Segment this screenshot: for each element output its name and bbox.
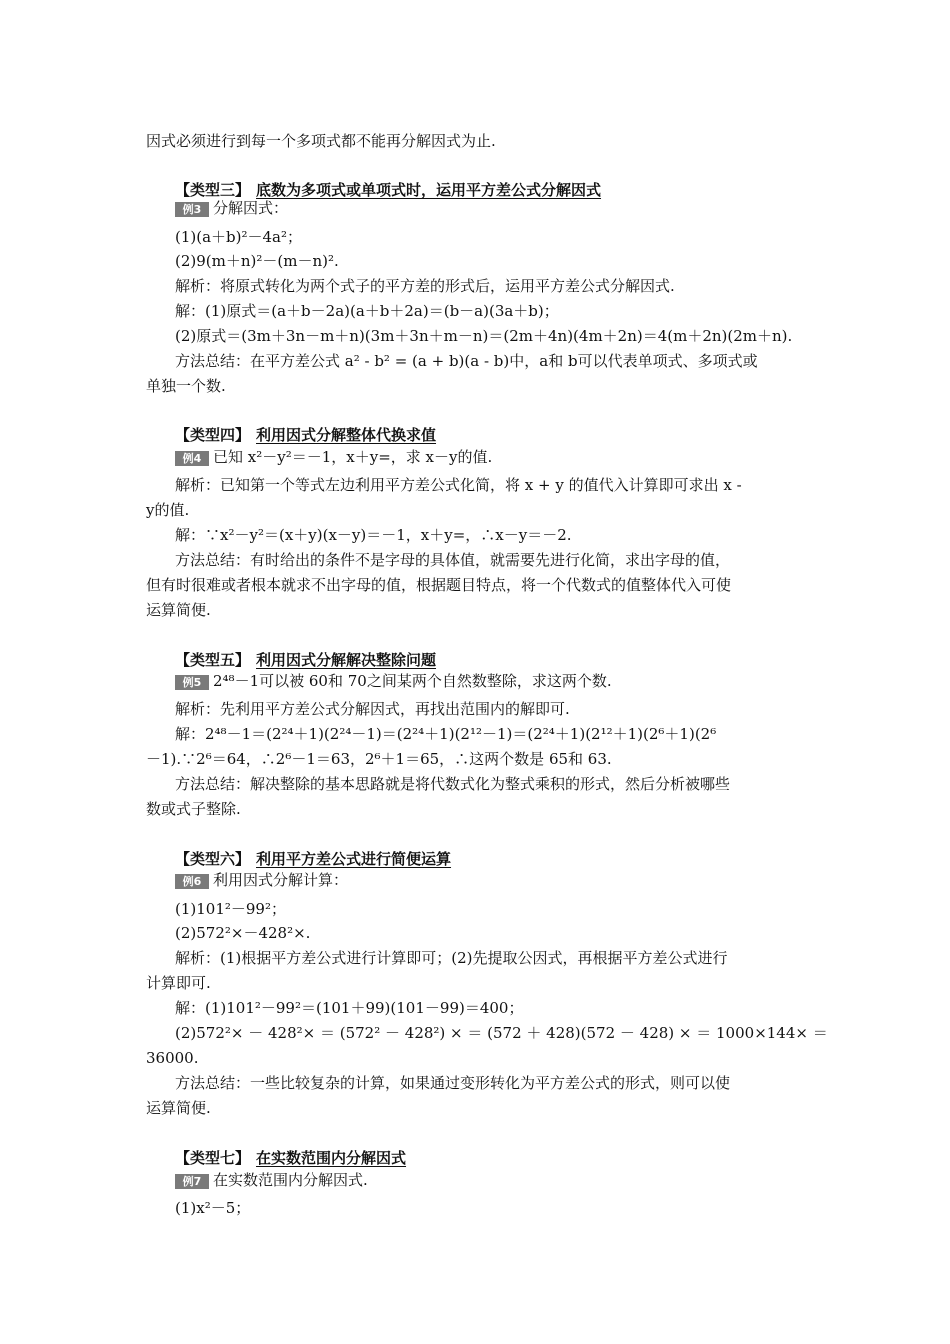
solution-line: 解：(1)原式＝(a＋b－2a)(a＋b＋2a)＝(b－a)(3a＋b)； (175, 302, 559, 320)
section-heading-type5 (175, 650, 436, 670)
section-title: 在实数范围内分解因式 (256, 1149, 407, 1167)
text-line: 因式必须进行到每一个多项式都不能再分解因式为止. (146, 132, 496, 150)
solution-line: －1).∵2⁶＝64，∴2⁶－1＝63，2⁶＋1＝65，∴这两个数是 65和 63. (146, 750, 612, 768)
example-badge: 例6 (175, 874, 209, 889)
section-label: 【类型四】 (175, 426, 251, 444)
text-line: (2)9(m＋n)²－(m－n)². (175, 252, 339, 270)
example-5 (175, 671, 612, 691)
analysis-line: y的值. (146, 501, 190, 519)
analysis-line: 计算即可. (146, 974, 211, 992)
example-badge: 例5 (175, 675, 209, 690)
summary-line: 方法总结：解决整除的基本思路就是将代数式化为整式乘积的形式，然后分析被哪些 (175, 775, 731, 793)
text-line: (2)572²×－428²×. (175, 924, 311, 942)
example-3 (175, 198, 288, 218)
analysis-line: 解析：将原式转化为两个式子的平方差的形式后，运用平方差公式分解因式. (175, 277, 675, 295)
example-prompt: 利用因式分解计算： (213, 871, 349, 889)
example-prompt: 2⁴⁸－1可以被 60和 70之间某两个自然数整除，求这两个数. (213, 672, 612, 690)
section-label: 【类型七】 (175, 1149, 251, 1167)
solution-line: 解：(1)101²－99²＝(101＋99)(101－99)＝400； (175, 999, 524, 1017)
analysis-line: 解析：(1)根据平方差公式进行计算即可；(2)先提取公因式，再根据平方差公式进行 (175, 949, 728, 967)
solution-line: 解：2⁴⁸－1＝(2²⁴＋1)(2²⁴－1)＝(2²⁴＋1)(2¹²－1)＝(2²⁴＋1)(2¹²＋1)(2⁶＋1)(2⁶ (175, 725, 717, 743)
section-label: 【类型三】 (175, 181, 251, 199)
summary-line: 但有时很难或者根本就求不出字母的值，根据题目特点，将一个代数式的值整体代入可使 (146, 576, 732, 594)
summary-line: 方法总结：在平方差公式 a² - b² = (a + b)(a - b)中，a和 b可以代表单项式、多项式或 (175, 352, 758, 370)
section-heading-type4 (175, 425, 436, 445)
example-badge: 例4 (175, 451, 209, 466)
solution-line: (2)原式＝(3m＋3n－m＋n)(3m＋3n＋m－n)＝(2m＋4n)(4m＋2n)＝4(m＋2n)(2m＋n). (175, 327, 793, 345)
summary-line: 方法总结：有时给出的条件不是字母的具体值，就需要先进行化简，求出字母的值， (175, 551, 731, 569)
section-heading-type6 (175, 849, 451, 869)
example-prompt: 分解因式： (213, 199, 289, 217)
example-prompt: 已知 x²－y²＝－1，x＋y=，求 x－y的值. (213, 448, 493, 466)
solution-line: 36000. (146, 1049, 199, 1067)
section-title: 利用平方差公式进行简便运算 (256, 850, 452, 868)
analysis-line: 解析：先利用平方差公式分解因式，再找出范围内的解即可. (175, 700, 570, 718)
example-7 (175, 1170, 368, 1190)
section-title: 利用因式分解解决整除问题 (256, 651, 437, 669)
solution-line: (2)572²× － 428²× ＝ (572² － 428²) × ＝ (572 ＋ 428)(572 － 428) × ＝ 1000×144× ＝ (175, 1024, 828, 1042)
summary-line: 数或式子整除. (146, 800, 241, 818)
solution-line: 解：∵x²－y²＝(x＋y)(x－y)＝－1，x＋y=，∴x－y＝－2. (175, 526, 572, 544)
example-prompt: 在实数范围内分解因式. (213, 1171, 368, 1189)
section-label: 【类型五】 (175, 651, 251, 669)
section-title: 底数为多项式或单项式时，运用平方差公式分解因式 (256, 181, 602, 199)
example-6 (175, 870, 348, 890)
summary-line: 方法总结：一些比较复杂的计算，如果通过变形转化为平方差公式的形式，则可以使 (175, 1074, 731, 1092)
summary-line: 运算简便. (146, 601, 211, 619)
text-line: (1)101²－99²； (175, 900, 286, 918)
section-title: 利用因式分解整体代换求值 (256, 426, 437, 444)
analysis-line: 解析：已知第一个等式左边利用平方差公式化简，将 x + y 的值代入计算即可求出 x - (175, 476, 742, 494)
text-line: (1)x²－5； (175, 1199, 251, 1217)
section-label: 【类型六】 (175, 850, 251, 868)
section-heading-type3 (175, 180, 601, 200)
text-line: (1)(a＋b)²－4a²； (175, 228, 303, 246)
example-4 (175, 447, 492, 467)
example-badge: 例3 (175, 202, 209, 217)
summary-line: 单独一个数. (146, 377, 226, 395)
example-badge: 例7 (175, 1174, 209, 1189)
summary-line: 运算简便. (146, 1099, 211, 1117)
section-heading-type7 (175, 1148, 406, 1168)
